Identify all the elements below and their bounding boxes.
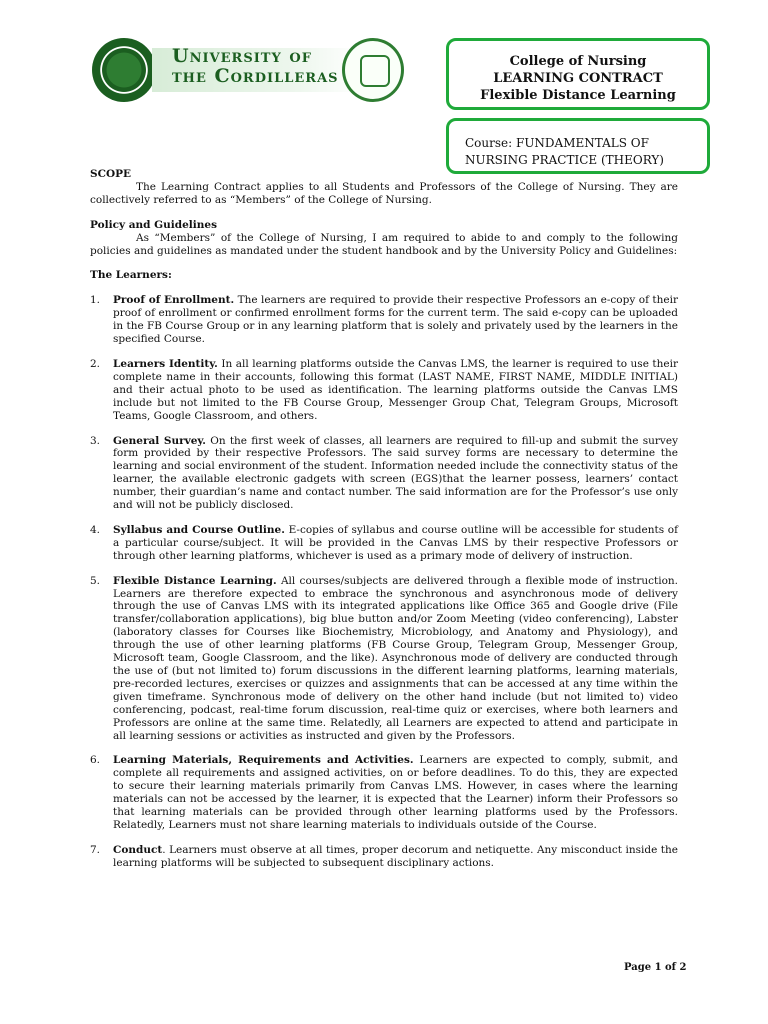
learners-heading: The Learners: [90, 269, 172, 282]
document-body [90, 168, 678, 882]
item-title: General Survey. [113, 434, 206, 447]
item-text: . Learners must observe at all times, proper decorum and netiquette. Any misconduct inside the learning platforms will be subjected to subsequent disciplinary actions. [113, 843, 678, 869]
list-item: 2. Learners Identity. In all learning platforms outside the Canvas LMS, the learner is required to use their complete name in their accounts, following this format (LAST NAME, FIRST NAME, MIDDLE INITIAL) and their actual photo to be used as identification. The learning platforms outside the Canvas LMS include but not limited to the FB Course Group, Messenger Group Chat, Telegram Groups, Microsoft Teams, Google Classroom, and others. [90, 357, 678, 422]
policy-text: As “Members” of the College of Nursing, I am required to abide to and comply to the following policies and guidelines as mandated under the student handbook and by the University Policy and Guidelines: [90, 231, 678, 257]
university-name: University of the Cordilleras [172, 45, 339, 87]
header-college: College of Nursing [509, 54, 647, 69]
item-title: Conduct [113, 843, 163, 856]
item-text: E-copies of syllabus and course outline will be accessible for students of a particular course/subject. It will be provided in the Canvas LMS by their respective Professors or through other learning platforms, whichever is used as a primary mode of delivery of instruction. [113, 523, 678, 562]
item-title: Learning Materials, Requirements and Activities. [113, 754, 414, 767]
item-text: In all learning platforms outside the Canvas LMS, the learner is required to use their complete name in their accounts, following this format (LAST NAME, FIRST NAME, MIDDLE INITIAL) and their actual photo to be used as identification. The learning platforms outside the Canvas LMS include but not limited to the FB Course Group, Messenger Group Chat, Telegram Groups, Microsoft Teams, Google Classroom, and others. [113, 357, 678, 422]
list-item: 3. General Survey. On the first week of classes, all learners are required to fill-up and submit the survey form provided by their respective Professors. The said survey forms are necessary to determine the learning and social environment of the student. Information needed include the connectivity status of the learner, the available electronic gadgets with screen (EGS)that the learner possess, learners’ contact number, their guardian’s name and contact number. The said information are for the Professor’s use only and will not be publicly disclosed. [90, 434, 679, 512]
course-line1: Course: FUNDAMENTALS OF [465, 136, 649, 150]
list-item: 4. Syllabus and Course Outline. E-copies of syllabus and course outline will be accessible for students of a particular course/subject. It will be provided in the Canvas LMS by their respective Professors or through other learning platforms, whichever is used as a primary mode of delivery of instruction. [90, 523, 678, 562]
item-title: Syllabus and Course Outline. [113, 523, 285, 536]
course-box [446, 118, 710, 174]
item-text: On the first week of classes, all learners are required to fill-up and submit the survey form provided by their respective Professors. The said survey forms are necessary to determine the learning and social environment of the student. Information needed include the connectivity status of the learner, the available electronic gadgets with screen (EGS)that the learner possess, learners’ contact number, their guardian’s name and contact number. The said information are for the Professor’s use only and will not be publicly disclosed. [113, 434, 679, 512]
list-item: 6. Learning Materials, Requirements and Activities. Learners are expected to comply, submit, and complete all requirements and assigned activities, on or before deadlines. To do this, they are expected to secure their learning materials primarily from Canvas LMS. However, in cases where the learning materials can not be accessed by the learner, it is expected that the Learner) inform their Professors so that learning materials can be provided through other learning platforms used by the Professors. Relatedly, Learners must not share learning materials to individuals outside of the Course. [90, 754, 678, 831]
item-title: Proof of Enrollment. [113, 294, 235, 307]
scope-heading: SCOPE [90, 168, 131, 180]
list-item: 5. Flexible Distance Learning. All courses/subjects are delivered through a flexible mode of instruction. Learners are therefore expected to embrace the synchronous and asynchronous mode of delivery through the use of Canvas LMS with its integrated applications like Office 365 and Google drive (File transfer/collaboration applications), big blue button and/or Zoom Meeting (video conferencing), Labster (laboratory classes for Courses like Biochemistry, Microbiology, and Anatomy and Physiology), and through the use of other learning platforms (FB Course Group, Telegram Group, Messenger Group, Microsoft team, Google Classroom, and the like). Asynchronous mode of delivery are conducted through the use of (but not limited to) forum discussions in the different learning platforms, learning materials, pre-recorded lectures, exercises or quizzes and assignments that can be accessed at any time within the given timeframe. Synchronous mode of delivery on the other hand include (but not limited to) video conferencing, podcast, real-time forum discussion, real-time quiz or exercises, where both learners and Professors are online at the same time. Relatedly, all Learners are expected to attend and participate in all learning sessions or activities as instructed and given by the Professors. [90, 574, 678, 742]
item-text: All courses/subjects are delivered through a flexible mode of instruction. Learners are therefore expected to embrace the synchronous and asynchronous mode of delivery through the use of Canvas LMS with its integrated applications like Office 365 and Google drive (File transfer/collaboration applications), big blue button and/or Zoom Meeting (video conferencing), Labster (laboratory classes for Courses like Biochemistry, Microbiology, and Anatomy and Physiology), and through the use of other learning platforms (FB Course Group, Telegram Group, Messenger Group, Microsoft team, Google Classroom, and the like). Asynchronous mode of delivery are conducted through the use of (but not limited to) forum discussions in the different learning platforms, learning materials, pre-recorded lectures, exercises or quizzes and assignments that can be accessed at any time within the given timeframe. Synchronous mode of delivery on the other hand include (but not limited to) video conferencing, podcast, real-time forum discussion, real-time quiz or exercises, where both learners and Professors are online at the same time. Relatedly, all Learners are expected to attend and participate in all learning sessions or activities as instructed and given by the Professors. [113, 574, 678, 742]
item-title: Learners Identity. [113, 357, 218, 370]
scope-text: The Learning Contract applies to all Students and Professors of the College of Nursing. They are collectively referred to as “Members” of the College of Nursing. [90, 180, 678, 206]
university-seal-icon [92, 38, 156, 102]
list-item: 1. Proof of Enrollment. The learners are required to provide their respective Professors an e-copy of their proof of enrollment or confirmed enrollment forms for the current term. The said e-copy can be uploaded in the FB Course Group or in any learning platform that is solely and privately used by the learners in the specified Course. [90, 294, 678, 346]
page-number: Page 1 of 2 [624, 962, 687, 973]
item-text: Learners are expected to comply, submit, and complete all requirements and assigned activities, on or before deadlines. To do this, they are expected to secure their learning materials primarily from Canvas LMS. However, in cases where the learning materials can not be accessed by the learner, it is expected that the Learner) inform their Professors so that learning materials can be provided through other learning platforms used by the Professors. Relatedly, Learners must not share learning materials to individuals outside of the Course. [113, 754, 678, 831]
policy-heading: Policy and Guidelines [90, 218, 217, 231]
list-item: 7. Conduct. Learners must observe at all times, proper decorum and netiquette. Any misconduct inside the learning platforms will be subjected to subsequent disciplinary actions. [90, 843, 678, 869]
header-box [446, 38, 710, 110]
header-contract: LEARNING CONTRACT [493, 71, 663, 86]
logo-area [92, 38, 432, 102]
item-text: The learners are required to provide their respective Professors an e-copy of their proof of enrollment or confirmed enrollment forms for the current term. The said e-copy can be uploaded in the FB Course Group or in any learning platform that is solely and privately used by the learners in the specified Course. [113, 294, 678, 346]
college-seal-icon [342, 38, 404, 102]
course-line2: NURSING PRACTICE (THEORY) [465, 153, 664, 167]
item-title: Flexible Distance Learning. [113, 574, 277, 587]
header-mode: Flexible Distance Learning [480, 88, 676, 103]
